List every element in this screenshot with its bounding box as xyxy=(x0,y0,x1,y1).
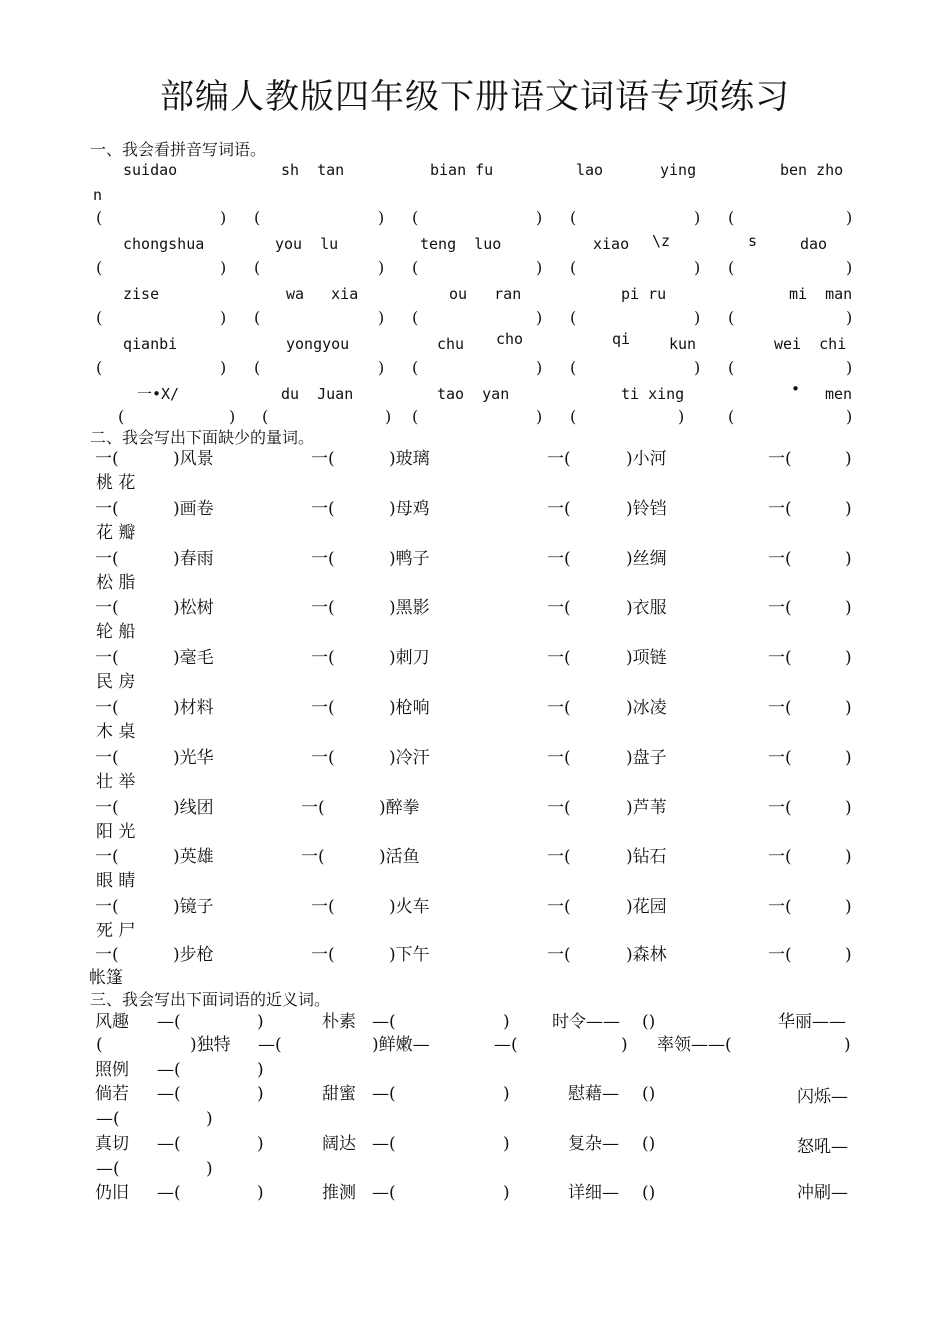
measure-noun: )活鱼 xyxy=(379,847,420,867)
pinyin-text: qi xyxy=(612,330,631,348)
measure-noun: )冷汗 xyxy=(389,748,430,768)
pinyin-text: bian fu xyxy=(430,161,494,179)
pinyin-text: qianbi xyxy=(123,335,178,353)
answer-paren-open: ( xyxy=(262,407,269,426)
synonym-text: 真切 xyxy=(95,1134,129,1154)
answer-paren-close: ) xyxy=(220,358,227,377)
pinyin-text: • xyxy=(791,380,801,398)
synonym-text: ) xyxy=(844,1035,851,1055)
pinyin-text: ti xing xyxy=(621,385,685,403)
measure-prefix: 一( xyxy=(768,598,792,618)
pinyin-text: dao xyxy=(800,235,828,253)
pinyin-text: pi ru xyxy=(621,285,667,303)
measure-close: ) xyxy=(845,945,852,965)
synonym-text: ) xyxy=(257,1134,264,1154)
synonym-text: 倘若 xyxy=(95,1084,129,1104)
measure-prefix: 一( xyxy=(768,449,792,469)
measure-prefix: 一( xyxy=(768,648,792,668)
synonym-text: —( xyxy=(372,1084,396,1104)
answer-paren-open: ( xyxy=(96,358,103,377)
synonym-text: 朴素 xyxy=(322,1012,356,1032)
section-heading: 三、我会写出下面词语的近义词。 xyxy=(90,990,331,1009)
synonym-text: —( xyxy=(96,1109,120,1129)
pinyin-text: mi man xyxy=(789,285,853,303)
measure-prefix: 一( xyxy=(95,748,119,768)
answer-paren-open: ( xyxy=(412,358,419,377)
synonym-text: —( xyxy=(157,1183,181,1203)
measure-close: ) xyxy=(845,897,852,917)
measure-prefix: 一( xyxy=(547,798,571,818)
answer-paren-open: ( xyxy=(728,358,735,377)
measure-noun: )松树 xyxy=(173,598,214,618)
synonym-text: () xyxy=(642,1012,656,1032)
answer-paren-close: ) xyxy=(378,208,385,227)
measure-noun: )英雄 xyxy=(173,847,214,867)
pinyin-text: zise xyxy=(123,285,160,303)
pinyin-text: suidao xyxy=(123,161,178,179)
measure-prefix: 一( xyxy=(547,748,571,768)
measure-prefix: 一( xyxy=(768,798,792,818)
measure-close: ) xyxy=(845,499,852,519)
synonym-text: —( xyxy=(157,1012,181,1032)
pinyin-text: 一•X/ xyxy=(137,385,180,403)
measure-noun: )项链 xyxy=(626,648,667,668)
section-heading: 二、我会写出下面缺少的量词。 xyxy=(90,428,315,447)
pinyin-text: wei chi xyxy=(774,335,847,353)
synonym-text: 慰藉— xyxy=(568,1084,619,1104)
synonym-text: 照例 xyxy=(95,1060,129,1080)
measure-prefix: 一( xyxy=(547,449,571,469)
measure-noun: )线团 xyxy=(173,798,214,818)
measure-prefix: 一( xyxy=(95,847,119,867)
answer-paren-close: ) xyxy=(846,208,853,227)
synonym-text: () xyxy=(642,1084,656,1104)
measure-noun: 花 瓣 xyxy=(96,523,136,543)
answer-paren-open: ( xyxy=(570,208,577,227)
answer-paren-close: ) xyxy=(536,358,543,377)
measure-prefix: 一( xyxy=(547,897,571,917)
measure-noun: )春雨 xyxy=(173,549,214,569)
answer-paren-open: ( xyxy=(254,208,261,227)
answer-paren-close: ) xyxy=(678,407,685,426)
pinyin-text: tao yan xyxy=(437,385,510,403)
measure-prefix: 一( xyxy=(547,847,571,867)
pinyin-text: s xyxy=(748,232,758,250)
answer-paren-open: ( xyxy=(570,258,577,277)
synonym-text: —( xyxy=(258,1035,282,1055)
measure-prefix: 一( xyxy=(95,945,119,965)
measure-noun: 桃 花 xyxy=(96,473,136,493)
measure-prefix: 一( xyxy=(768,499,792,519)
answer-paren-close: ) xyxy=(220,208,227,227)
answer-paren-close: ) xyxy=(846,358,853,377)
synonym-text: 冲刷— xyxy=(797,1183,848,1203)
answer-paren-close: ) xyxy=(220,258,227,277)
measure-noun: 壮 举 xyxy=(96,772,136,792)
answer-paren-close: ) xyxy=(846,407,853,426)
answer-paren-open: ( xyxy=(728,407,735,426)
measure-noun: )火车 xyxy=(389,897,430,917)
measure-noun: )玻璃 xyxy=(389,449,430,469)
answer-paren-close: ) xyxy=(229,407,236,426)
measure-prefix: 一( xyxy=(547,945,571,965)
section-heading: 一、我会看拼音写词语。 xyxy=(90,140,267,159)
pinyin-text: sh tan xyxy=(281,161,345,179)
answer-paren-close: ) xyxy=(378,358,385,377)
answer-paren-open: ( xyxy=(96,208,103,227)
measure-noun: )母鸡 xyxy=(389,499,430,519)
answer-paren-open: ( xyxy=(254,258,261,277)
answer-paren-open: ( xyxy=(728,208,735,227)
synonym-text: 复杂— xyxy=(568,1134,619,1154)
measure-prefix: 一( xyxy=(547,549,571,569)
measure-prefix: 一( xyxy=(768,698,792,718)
answer-paren-open: ( xyxy=(96,258,103,277)
measure-prefix: 一( xyxy=(768,897,792,917)
measure-prefix: 一( xyxy=(95,549,119,569)
synonym-text: —( xyxy=(372,1012,396,1032)
measure-prefix: 一( xyxy=(311,945,335,965)
pinyin-text: ying xyxy=(660,161,697,179)
synonym-text: —( xyxy=(494,1035,518,1055)
answer-paren-open: ( xyxy=(412,407,419,426)
pinyin-text: \z xyxy=(652,232,671,250)
pinyin-text: lao xyxy=(576,161,604,179)
measure-prefix: 一( xyxy=(768,847,792,867)
page-title: 部编人教版四年级下册语文词语专项练习 xyxy=(160,77,790,117)
synonym-text: ) xyxy=(621,1035,628,1055)
measure-noun: )刺刀 xyxy=(389,648,430,668)
measure-prefix: 一( xyxy=(311,449,335,469)
synonym-text: ) xyxy=(503,1084,510,1104)
answer-paren-close: ) xyxy=(220,308,227,327)
measure-prefix: 一( xyxy=(311,499,335,519)
measure-prefix: 一( xyxy=(95,798,119,818)
answer-paren-close: ) xyxy=(694,208,701,227)
measure-close: ) xyxy=(845,847,852,867)
measure-noun: 阳 光 xyxy=(96,822,136,842)
measure-noun: 死 尸 xyxy=(96,921,136,941)
answer-paren-open: ( xyxy=(254,308,261,327)
measure-prefix: 一( xyxy=(768,748,792,768)
answer-paren-close: ) xyxy=(536,258,543,277)
measure-prefix: 一( xyxy=(311,549,335,569)
synonym-text: ) xyxy=(503,1012,510,1032)
synonym-text: 仍旧 xyxy=(95,1183,129,1203)
pinyin-text: yongyou xyxy=(286,335,350,353)
measure-prefix: 一( xyxy=(547,499,571,519)
measure-noun: 木 桌 xyxy=(96,722,136,742)
measure-noun: 松 脂 xyxy=(96,573,136,593)
answer-paren-close: ) xyxy=(846,308,853,327)
synonym-text: 阔达 xyxy=(322,1134,356,1154)
measure-noun: )步枪 xyxy=(173,945,214,965)
answer-paren-open: ( xyxy=(412,208,419,227)
pinyin-text: n xyxy=(93,186,103,204)
measure-close: ) xyxy=(845,698,852,718)
answer-paren-close: ) xyxy=(694,358,701,377)
measure-prefix: 一( xyxy=(311,598,335,618)
measure-noun: )风景 xyxy=(173,449,214,469)
pinyin-text: ben zho xyxy=(780,161,844,179)
pinyin-text: cho xyxy=(496,330,524,348)
measure-noun: )小河 xyxy=(626,449,667,469)
answer-paren-open: ( xyxy=(118,407,125,426)
synonym-text: —( xyxy=(157,1084,181,1104)
measure-close: ) xyxy=(845,549,852,569)
measure-prefix: 一( xyxy=(301,798,325,818)
pinyin-text: chongshua xyxy=(123,235,205,253)
measure-prefix: 一( xyxy=(768,945,792,965)
answer-paren-open: ( xyxy=(570,308,577,327)
synonym-text: 甜蜜 xyxy=(322,1084,356,1104)
measure-noun: )镜子 xyxy=(173,897,214,917)
measure-prefix: 一( xyxy=(547,698,571,718)
answer-paren-close: ) xyxy=(378,308,385,327)
measure-prefix: 一( xyxy=(311,897,335,917)
answer-paren-open: ( xyxy=(254,358,261,377)
measure-prefix: 一( xyxy=(311,748,335,768)
measure-prefix: 一( xyxy=(768,549,792,569)
synonym-text: —( xyxy=(372,1183,396,1203)
measure-noun: )钻石 xyxy=(626,847,667,867)
synonym-text: ) xyxy=(503,1134,510,1154)
measure-prefix: 一( xyxy=(95,449,119,469)
synonym-text: 风趣 xyxy=(95,1012,129,1032)
answer-paren-close: ) xyxy=(536,208,543,227)
answer-paren-close: ) xyxy=(846,258,853,277)
measure-noun: )枪响 xyxy=(389,698,430,718)
answer-paren-close: ) xyxy=(378,258,385,277)
synonym-text: 率领——( xyxy=(657,1035,732,1055)
measure-noun: )衣服 xyxy=(626,598,667,618)
measure-prefix: 一( xyxy=(95,698,119,718)
measure-close: ) xyxy=(845,449,852,469)
synonym-text: )独特 xyxy=(190,1035,231,1055)
measure-prefix: 一( xyxy=(95,897,119,917)
answer-paren-open: ( xyxy=(412,258,419,277)
measure-noun: )盘子 xyxy=(626,748,667,768)
synonym-text: () xyxy=(642,1183,656,1203)
answer-paren-open: ( xyxy=(570,358,577,377)
measure-noun: )黑影 xyxy=(389,598,430,618)
measure-prefix: 一( xyxy=(311,698,335,718)
synonym-text: 详细— xyxy=(568,1183,619,1203)
measure-noun: )丝绸 xyxy=(626,549,667,569)
synonym-text: —( xyxy=(372,1134,396,1154)
measure-noun: 民 房 xyxy=(96,672,136,692)
measure-prefix: 一( xyxy=(95,648,119,668)
answer-paren-open: ( xyxy=(412,308,419,327)
synonym-text: —( xyxy=(157,1134,181,1154)
synonym-text: ) xyxy=(206,1159,213,1179)
measure-noun: )芦苇 xyxy=(626,798,667,818)
synonym-text: ) xyxy=(257,1060,264,1080)
measure-prefix: 一( xyxy=(301,847,325,867)
measure-noun: )冰凌 xyxy=(626,698,667,718)
synonym-text: ) xyxy=(257,1012,264,1032)
measure-close: ) xyxy=(845,648,852,668)
measure-noun: )画卷 xyxy=(173,499,214,519)
synonym-text: 闪烁— xyxy=(797,1087,848,1107)
synonym-text: 推测 xyxy=(322,1183,356,1203)
answer-paren-close: ) xyxy=(385,407,392,426)
measure-noun: )铃铛 xyxy=(626,499,667,519)
measure-prefix: 一( xyxy=(547,648,571,668)
answer-paren-open: ( xyxy=(728,258,735,277)
answer-paren-close: ) xyxy=(536,407,543,426)
pinyin-text: teng luo xyxy=(420,235,502,253)
pinyin-text: wa xia xyxy=(286,285,359,303)
measure-noun: )花园 xyxy=(626,897,667,917)
synonym-text: )鲜嫩— xyxy=(372,1035,430,1055)
measure-close: ) xyxy=(845,598,852,618)
measure-prefix: 一( xyxy=(95,598,119,618)
pinyin-text: du Juan xyxy=(281,385,354,403)
pinyin-text: men xyxy=(825,385,853,403)
measure-noun: 帐篷 xyxy=(89,968,123,988)
synonym-text: () xyxy=(642,1134,656,1154)
synonym-text: ) xyxy=(206,1109,213,1129)
answer-paren-close: ) xyxy=(694,308,701,327)
measure-noun: )下午 xyxy=(389,945,430,965)
measure-close: ) xyxy=(845,748,852,768)
pinyin-text: ou ran xyxy=(449,285,522,303)
answer-paren-close: ) xyxy=(694,258,701,277)
synonym-text: —( xyxy=(96,1159,120,1179)
pinyin-text: you lu xyxy=(275,235,339,253)
measure-noun: )光华 xyxy=(173,748,214,768)
measure-prefix: 一( xyxy=(95,499,119,519)
pinyin-text: chu xyxy=(437,335,465,353)
answer-paren-open: ( xyxy=(728,308,735,327)
answer-paren-open: ( xyxy=(570,407,577,426)
synonym-text: ) xyxy=(503,1183,510,1203)
answer-paren-open: ( xyxy=(96,308,103,327)
measure-prefix: 一( xyxy=(311,648,335,668)
pinyin-text: xiao xyxy=(593,235,630,253)
synonym-text: 时令—— xyxy=(552,1012,620,1032)
answer-paren-close: ) xyxy=(536,308,543,327)
measure-noun: )毫毛 xyxy=(173,648,214,668)
measure-noun: )鸭子 xyxy=(389,549,430,569)
measure-noun: )森林 xyxy=(626,945,667,965)
measure-noun: 轮 船 xyxy=(96,622,136,642)
measure-noun: 眼 睛 xyxy=(96,871,136,891)
synonym-text: —( xyxy=(157,1060,181,1080)
measure-close: ) xyxy=(845,798,852,818)
pinyin-text: kun xyxy=(669,335,697,353)
synonym-text: 怒吼— xyxy=(797,1137,848,1157)
measure-prefix: 一( xyxy=(547,598,571,618)
synonym-text: 华丽—— xyxy=(778,1012,846,1032)
measure-noun: )醉拳 xyxy=(379,798,420,818)
synonym-text: ) xyxy=(257,1183,264,1203)
synonym-text: ( xyxy=(96,1035,103,1055)
measure-noun: )材料 xyxy=(173,698,214,718)
synonym-text: ) xyxy=(257,1084,264,1104)
